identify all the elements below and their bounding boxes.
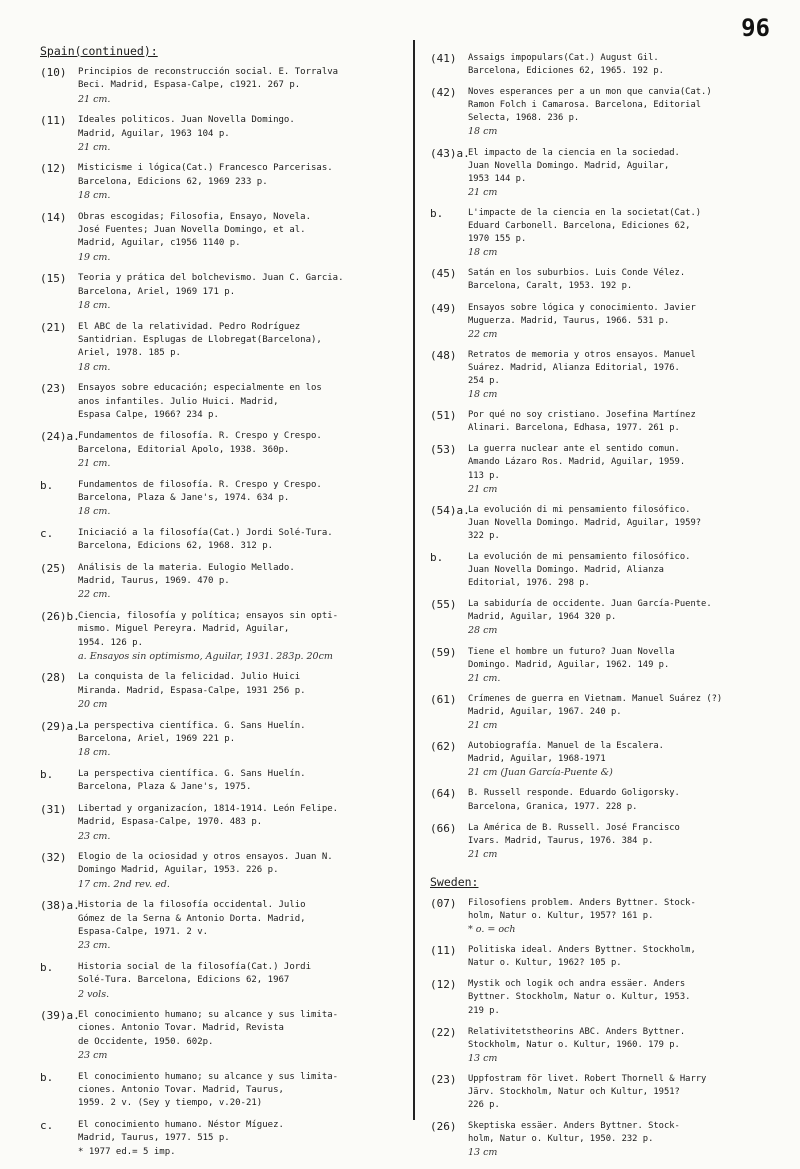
bibliography-entry: [430, 944, 790, 970]
bibliography-entry: [430, 978, 790, 1017]
entry-number: (55): [430, 598, 457, 612]
entry-line: Barcelona, Plaza & Jane's, 1975.: [78, 782, 252, 793]
entry-line: ciones. Antonio Tovar. Madrid, Taurus,: [78, 1085, 284, 1095]
handwritten-note: 21 cm (Juan García-Puente &): [468, 767, 613, 779]
entry-number: (49): [430, 301, 457, 315]
entry-line: Uppfostram för livet. Robert Thornell & Harry: [468, 1073, 707, 1084]
bibliography-entry: [430, 86, 790, 138]
entry-line: mismo. Miguel Pereyra. Madrid, Aguilar,: [78, 624, 290, 635]
bibliography-entry: [40, 899, 405, 953]
entry-number: (26)b.: [40, 609, 80, 623]
entry-number: (29)a.: [40, 719, 80, 733]
handwritten-note: 18 cm.: [78, 361, 111, 373]
bibliography-entry: [40, 720, 405, 760]
bibliography-entry: [430, 1120, 790, 1159]
entry-line: Fundamentos de filosofía. R. Crespo y Crespo.: [78, 431, 322, 442]
bibliography-entry: [40, 1009, 405, 1063]
bibliography-entry: [40, 114, 405, 154]
entry-number: (31): [40, 802, 67, 816]
entry-line: Ramon Folch i Camarosa. Barcelona, Editorial: [468, 100, 702, 111]
handwritten-note: * o. = och: [468, 924, 516, 936]
handwritten-note: 21 cm: [468, 848, 498, 860]
entry-line: 1953 144 p.: [468, 173, 527, 184]
handwritten-note: 13 cm: [468, 1052, 498, 1064]
bibliography-entry: [430, 822, 790, 861]
page-number: 96: [741, 14, 770, 42]
handwritten-note: 18 cm.: [78, 506, 111, 518]
entry-number: c.: [40, 1118, 54, 1132]
entry-line: Barcelona, Granica, 1977. 228 p.: [468, 801, 638, 812]
entry-line: Madrid, Aguilar, 1968-1971: [468, 754, 606, 765]
handwritten-note: 22 cm: [468, 328, 498, 340]
entry-number: b.: [40, 1070, 54, 1084]
bibliography-entry: [430, 787, 790, 813]
handwritten-note: 17 cm. 2nd rev. ed.: [78, 878, 170, 890]
entry-line: Análisis de la materia. Eulogio Mellado.: [78, 562, 295, 573]
entry-line: La América de B. Russell. José Francisco: [468, 822, 680, 833]
entry-line: Relativitetstheorins ABC. Anders Byttner.: [468, 1026, 686, 1037]
entry-line: Ensayos sobre educación; especialmente en los: [78, 383, 322, 394]
bibliography-entry: [430, 349, 790, 401]
left-column: [40, 44, 405, 1159]
entry-line: Crímenes de guerra en Vietnam. Manuel Suárez (?): [468, 693, 723, 704]
bibliography-entry: [40, 211, 405, 265]
entry-line: Por qué no soy cristiano. Josefina Martínez: [468, 410, 696, 421]
bibliography-entry: [40, 803, 405, 843]
entry-line: El conocimiento humano; su alcance y sus limita-: [78, 1071, 339, 1082]
entry-line: Madrid, Aguilar, c1956 1140 p.: [78, 238, 241, 249]
entry-number: b.: [40, 478, 54, 492]
entry-number: (14): [40, 210, 67, 224]
entry-line: Skeptiska essäer. Anders Byttner. Stock-: [468, 1121, 680, 1132]
handwritten-note: 21 cm: [468, 720, 498, 732]
handwritten-note: 23 cm: [78, 1050, 108, 1062]
entry-line: ciones. Antonio Tovar. Madrid, Revista: [78, 1023, 284, 1034]
entry-number: (61): [430, 692, 457, 706]
entry-line: Assaigs impopulars(Cat.) August Gil.: [468, 53, 659, 63]
entry-line: Alinari. Barcelona, Edhasa, 1977. 261 p.: [468, 423, 680, 434]
entry-line: B. Russell responde. Eduardo Goligorsky.: [468, 788, 680, 799]
bibliography-entry: [430, 1073, 790, 1112]
entry-line: Tiene el hombre un futuro? Juan Novella: [468, 646, 675, 657]
bibliography-entry: [430, 1026, 790, 1065]
entry-line: Obras escogidas; Filosofia, Ensayo, Novela.: [78, 211, 311, 222]
section-heading-spain: Spain(continued):: [40, 44, 158, 58]
entry-line: Domingo Madrid, Aguilar, 1953. 226 p.: [78, 865, 279, 876]
entry-line: Madrid, Taurus, 1969. 470 p.: [78, 576, 230, 586]
entry-line: Ciencia, filosofía y política; ensayos sin opti-: [78, 610, 339, 621]
entry-line: Autobiografía. Manuel de la Escalera.: [468, 741, 664, 752]
entry-line: El ABC de la relatividad. Pedro Rodríguez: [78, 321, 301, 332]
entry-line: Madrid, Espasa-Calpe, 1970. 483 p.: [78, 817, 263, 828]
entry-number: (28): [40, 671, 67, 685]
handwritten-note: 2 vols.: [78, 988, 110, 1000]
entry-line: Juan Novella Domingo. Madrid, Alianza: [468, 565, 664, 576]
entry-line: Barcelona, Edicions 62, 1969 233 p.: [78, 176, 268, 187]
handwritten-note: 21 cm: [468, 186, 498, 198]
entry-line: Barcelona, Ediciones 62, 1965. 192 p.: [468, 66, 664, 77]
entry-line: La evolución di mi pensamiento filosófico.: [468, 504, 691, 515]
handwritten-note: 18 cm: [468, 126, 498, 138]
entry-line: Solé-Tura. Barcelona, Edicions 62, 1967: [78, 975, 290, 986]
bibliography-entry: [40, 382, 405, 422]
entry-line: 113 p.: [468, 470, 500, 481]
entry-line: Iniciació a la filosofía(Cat.) Jordi Solé-Tura.: [78, 527, 333, 538]
entry-number: (53): [430, 443, 457, 457]
entry-number: (62): [430, 740, 457, 754]
entry-line: Editorial, 1976. 298 p.: [468, 578, 590, 589]
entry-line: Beci. Madrid, Espasa-Calpe, c1921. 267 p.: [78, 80, 301, 91]
entry-line: Elogio de la ociosidad y otros ensayos. Juan N.: [78, 851, 333, 862]
entry-line: La perspectiva científica. G. Sans Huelín.: [78, 768, 306, 779]
entry-number: (43)a.: [430, 146, 470, 160]
bibliography-entry: [430, 147, 790, 199]
entry-line: Filosofiens problem. Anders Byttner. Stock-: [468, 897, 696, 908]
entry-line: 226 p.: [468, 1100, 500, 1111]
handwritten-note: 21 cm.: [78, 458, 111, 470]
entry-number: (23): [40, 382, 67, 396]
bibliography-entry: [430, 52, 790, 78]
entry-number: (12): [430, 978, 457, 992]
bibliography-entry: [430, 897, 790, 936]
handwritten-note: 21 cm.: [78, 142, 111, 154]
entry-line: * 1977 ed.= 5 imp.: [78, 1146, 176, 1157]
bibliography-entry: [430, 267, 790, 293]
entry-line: Barcelona, Ariel, 1969 221 p.: [78, 734, 236, 745]
entry-line: La conquista de la felicidad. Julio Huici: [78, 672, 301, 683]
bibliography-entry: [40, 671, 405, 711]
entry-number: (11): [40, 114, 67, 128]
entry-line: El conocimiento humano; su alcance y sus limita-: [78, 1009, 339, 1020]
entry-number: (38)a.: [40, 899, 80, 913]
entry-line: Amando Lázaro Ros. Madrid, Aguilar, 1959.: [468, 457, 686, 468]
entry-line: Stockholm, Natur o. Kultur, 1960. 179 p.: [468, 1039, 680, 1050]
entry-number: (48): [430, 348, 457, 362]
entry-line: Barcelona, Plaza & Jane's, 1974. 634 p.: [78, 492, 290, 503]
handwritten-note: 22 cm.: [78, 589, 111, 601]
entry-line: Eduard Carbonell. Barcelona, Ediciones 62,: [468, 221, 691, 232]
entry-number: (15): [40, 272, 67, 286]
entry-line: Madrid, Aguilar, 1967. 240 p.: [468, 706, 622, 717]
entry-line: José Fuentes; Juan Novella Domingo, et al.: [78, 225, 306, 236]
entry-line: anos infantiles. Julio Huici. Madrid,: [78, 396, 279, 407]
bibliography-entry: [40, 479, 405, 519]
bibliography-entry: [40, 272, 405, 312]
entry-number: b.: [430, 206, 444, 220]
bibliography-entry: [430, 409, 790, 435]
bibliography-entry: [40, 321, 405, 375]
entry-line: Natur o. Kultur, 1962? 105 p.: [468, 958, 622, 969]
entry-line: Barcelona, Editorial Apolo, 1938. 360p.: [78, 444, 290, 455]
entry-number: (32): [40, 850, 67, 864]
entry-line: Juan Novella Domingo. Madrid, Aguilar, 1959?: [468, 517, 702, 528]
handwritten-note: 21 cm.: [78, 93, 111, 105]
entry-line: Ivars. Madrid, Taurus, 1976. 384 p.: [468, 835, 654, 846]
entry-line: holm, Natur o. Kultur, 1957? 161 p.: [468, 910, 654, 921]
entry-line: La evolución de mi pensamiento filosófico.: [468, 552, 691, 562]
entry-line: Misticisme i lógica(Cat.) Francesco Parcerisas.: [78, 163, 333, 174]
entry-line: Historia de la filosofía occidental. Julio: [78, 900, 306, 911]
entry-line: Espasa Calpe, 1966? 234 p.: [78, 409, 219, 420]
entry-number: (59): [430, 645, 457, 659]
entry-line: El impacto de la ciencia en la sociedad.: [468, 147, 680, 158]
entry-line: Madrid, Aguilar, 1963 104 p.: [78, 128, 230, 139]
entry-line: Barcelona, Edicions 62, 1968. 312 p.: [78, 541, 274, 552]
handwritten-note: 18 cm: [468, 389, 498, 401]
entry-line: Libertad y organizacíon, 1814-1914. León Felipe.: [78, 803, 339, 814]
bibliography-entry: [430, 443, 790, 495]
entry-number: b.: [430, 551, 444, 564]
bibliography-entry: [40, 851, 405, 891]
entry-number: (23): [430, 1072, 457, 1086]
handwritten-note: 28 cm: [468, 625, 498, 637]
entry-number: (54)a.: [430, 503, 470, 517]
entry-line: Fundamentos de filosofía. R. Crespo y Crespo.: [78, 479, 322, 490]
entry-line: Mystik och logik och andra essäer. Anders: [468, 979, 686, 990]
handwritten-note: 13 cm: [468, 1147, 498, 1159]
entry-line: Ensayos sobre lógica y conocimiento. Javier: [468, 302, 696, 313]
entry-number: (66): [430, 821, 457, 835]
entry-number: (12): [40, 162, 67, 176]
entry-line: Selecta, 1968. 236 p.: [468, 113, 580, 124]
entry-line: Gómez de la Serna & Antonio Dorta. Madrid,: [78, 913, 306, 924]
entry-line: Politiska ideal. Anders Byttner. Stockholm,: [468, 945, 696, 956]
bibliography-entry: [430, 302, 790, 341]
entry-line: 219 p.: [468, 1005, 500, 1016]
entry-line: Santidrian. Esplugas de Llobregat(Barcelona),: [78, 334, 322, 345]
handwritten-note: a. Ensayos sin optimismo, Aguilar, 1931. 283p. 20cm: [78, 651, 333, 663]
entry-line: 1954. 126 p.: [78, 637, 144, 648]
entry-line: de Occidente, 1950. 602p.: [78, 1036, 214, 1047]
bibliography-entry: [430, 598, 790, 637]
entry-line: holm, Natur o. Kultur, 1950. 232 p.: [468, 1134, 654, 1145]
bibliography-entry: [40, 527, 405, 554]
bibliography-entry: [40, 162, 405, 202]
handwritten-note: 23 cm.: [78, 940, 111, 952]
column-divider: [413, 40, 415, 1120]
entry-line: 322 p.: [468, 530, 500, 541]
entry-line: 1959. 2 v. (Sey y tiempo, v.20-21): [78, 1098, 263, 1109]
handwritten-note: 18 cm: [468, 247, 498, 259]
entry-line: Satán en los suburbios. Luis Conde Vélez.: [468, 268, 686, 279]
entry-number: (51): [430, 409, 457, 423]
entry-line: 254 p.: [468, 375, 500, 386]
handwritten-note: 21 cm: [468, 483, 498, 495]
right-column: [430, 44, 790, 1159]
handwritten-note: 18 cm.: [78, 190, 111, 202]
entry-line: Madrid, Aguilar, 1964 320 p.: [468, 612, 617, 623]
entry-number: (24)a.: [40, 430, 80, 444]
entry-number: (41): [430, 52, 457, 65]
entry-line: Noves esperances per a un mon que canvia(Cat.): [468, 87, 712, 98]
entry-number: b.: [40, 767, 54, 781]
entry-line: Ariel, 1978. 185 p.: [78, 348, 181, 359]
entry-line: Principios de reconstrucción social. E. Torralva: [78, 67, 339, 77]
handwritten-note: 20 cm: [78, 699, 108, 711]
entry-number: (39)a.: [40, 1008, 80, 1022]
entry-number: (26): [430, 1120, 457, 1134]
bibliography-entry: [430, 504, 790, 543]
entry-number: (25): [40, 561, 67, 575]
entry-line: Barcelona, Ariel, 1969 171 p.: [78, 286, 236, 297]
bibliography-entry: [40, 961, 405, 1001]
handwritten-note: 21 cm.: [468, 672, 501, 684]
entry-line: El conocimiento humano. Néstor Míguez.: [78, 1119, 284, 1130]
bibliography-entry: [40, 66, 405, 106]
entry-number: (07): [430, 896, 457, 910]
bibliography-entry: [40, 562, 405, 602]
entry-number: c.: [40, 526, 54, 540]
entry-line: La perspectiva científica. G. Sans Huelín.: [78, 720, 306, 731]
bibliography-entry: [430, 693, 790, 732]
entry-number: b.: [40, 960, 54, 974]
entry-number: (21): [40, 320, 67, 334]
bibliography-entry: [430, 740, 790, 779]
handwritten-note: 23 cm.: [78, 830, 111, 842]
entry-line: Historia social de la filosofía(Cat.) Jordi: [78, 961, 311, 972]
bibliography-entry: [40, 1119, 405, 1159]
entry-number: (22): [430, 1025, 457, 1039]
entry-line: Espasa-Calpe, 1971. 2 v.: [78, 926, 209, 937]
entry-number: (11): [430, 944, 457, 958]
bibliography-entry: [430, 646, 790, 685]
entry-line: Madrid, Taurus, 1977. 515 p.: [78, 1133, 230, 1144]
entry-line: Domingo. Madrid, Aguilar, 1962. 149 p.: [468, 659, 670, 670]
entry-line: Suárez. Madrid, Alianza Editorial, 1976.: [468, 362, 680, 373]
entry-number: (10): [40, 66, 67, 79]
entry-line: Miranda. Madrid, Espasa-Calpe, 1931 256 p.: [78, 685, 306, 696]
entry-line: La guerra nuclear ante el sentido comun.: [468, 444, 680, 455]
entry-line: Retratos de memoria y otros ensayos. Manuel: [468, 349, 696, 360]
handwritten-note: 18 cm.: [78, 747, 111, 759]
entry-line: Juan Novella Domingo. Madrid, Aguilar,: [468, 160, 670, 171]
section-heading-sweden: Sweden:: [430, 874, 479, 889]
entry-line: Muguerza. Madrid, Taurus, 1966. 531 p.: [468, 315, 670, 326]
bibliography-entry: [430, 207, 790, 259]
bibliography-entry: [40, 1071, 405, 1111]
entry-line: Byttner. Stockholm, Natur o. Kultur, 1953.: [468, 992, 691, 1003]
bibliography-entry: [430, 551, 790, 590]
entry-number: (64): [430, 787, 457, 801]
entry-line: L'impacte de la ciencia en la societat(Cat.): [468, 207, 702, 218]
entry-number: (42): [430, 86, 457, 100]
handwritten-note: 18 cm.: [78, 300, 111, 312]
bibliography-entry: [40, 430, 405, 470]
entry-number: (45): [430, 267, 457, 281]
entry-line: Barcelona, Caralt, 1953. 192 p.: [468, 281, 633, 292]
entry-line: Teoria y prática del bolchevismo. Juan C. Garcia.: [78, 273, 344, 284]
entry-line: Ideales politicos. Juan Novella Domingo.: [78, 115, 295, 126]
entry-line: Järv. Stockholm, Natur och Kultur, 1951?: [468, 1087, 680, 1097]
entry-line: La sabiduría de occidente. Juan García-Puente.: [468, 599, 712, 610]
entry-line: 1970 155 p.: [468, 234, 527, 245]
bibliography-entry: [40, 610, 405, 664]
handwritten-note: 19 cm.: [78, 251, 111, 263]
bibliography-entry: [40, 768, 405, 795]
